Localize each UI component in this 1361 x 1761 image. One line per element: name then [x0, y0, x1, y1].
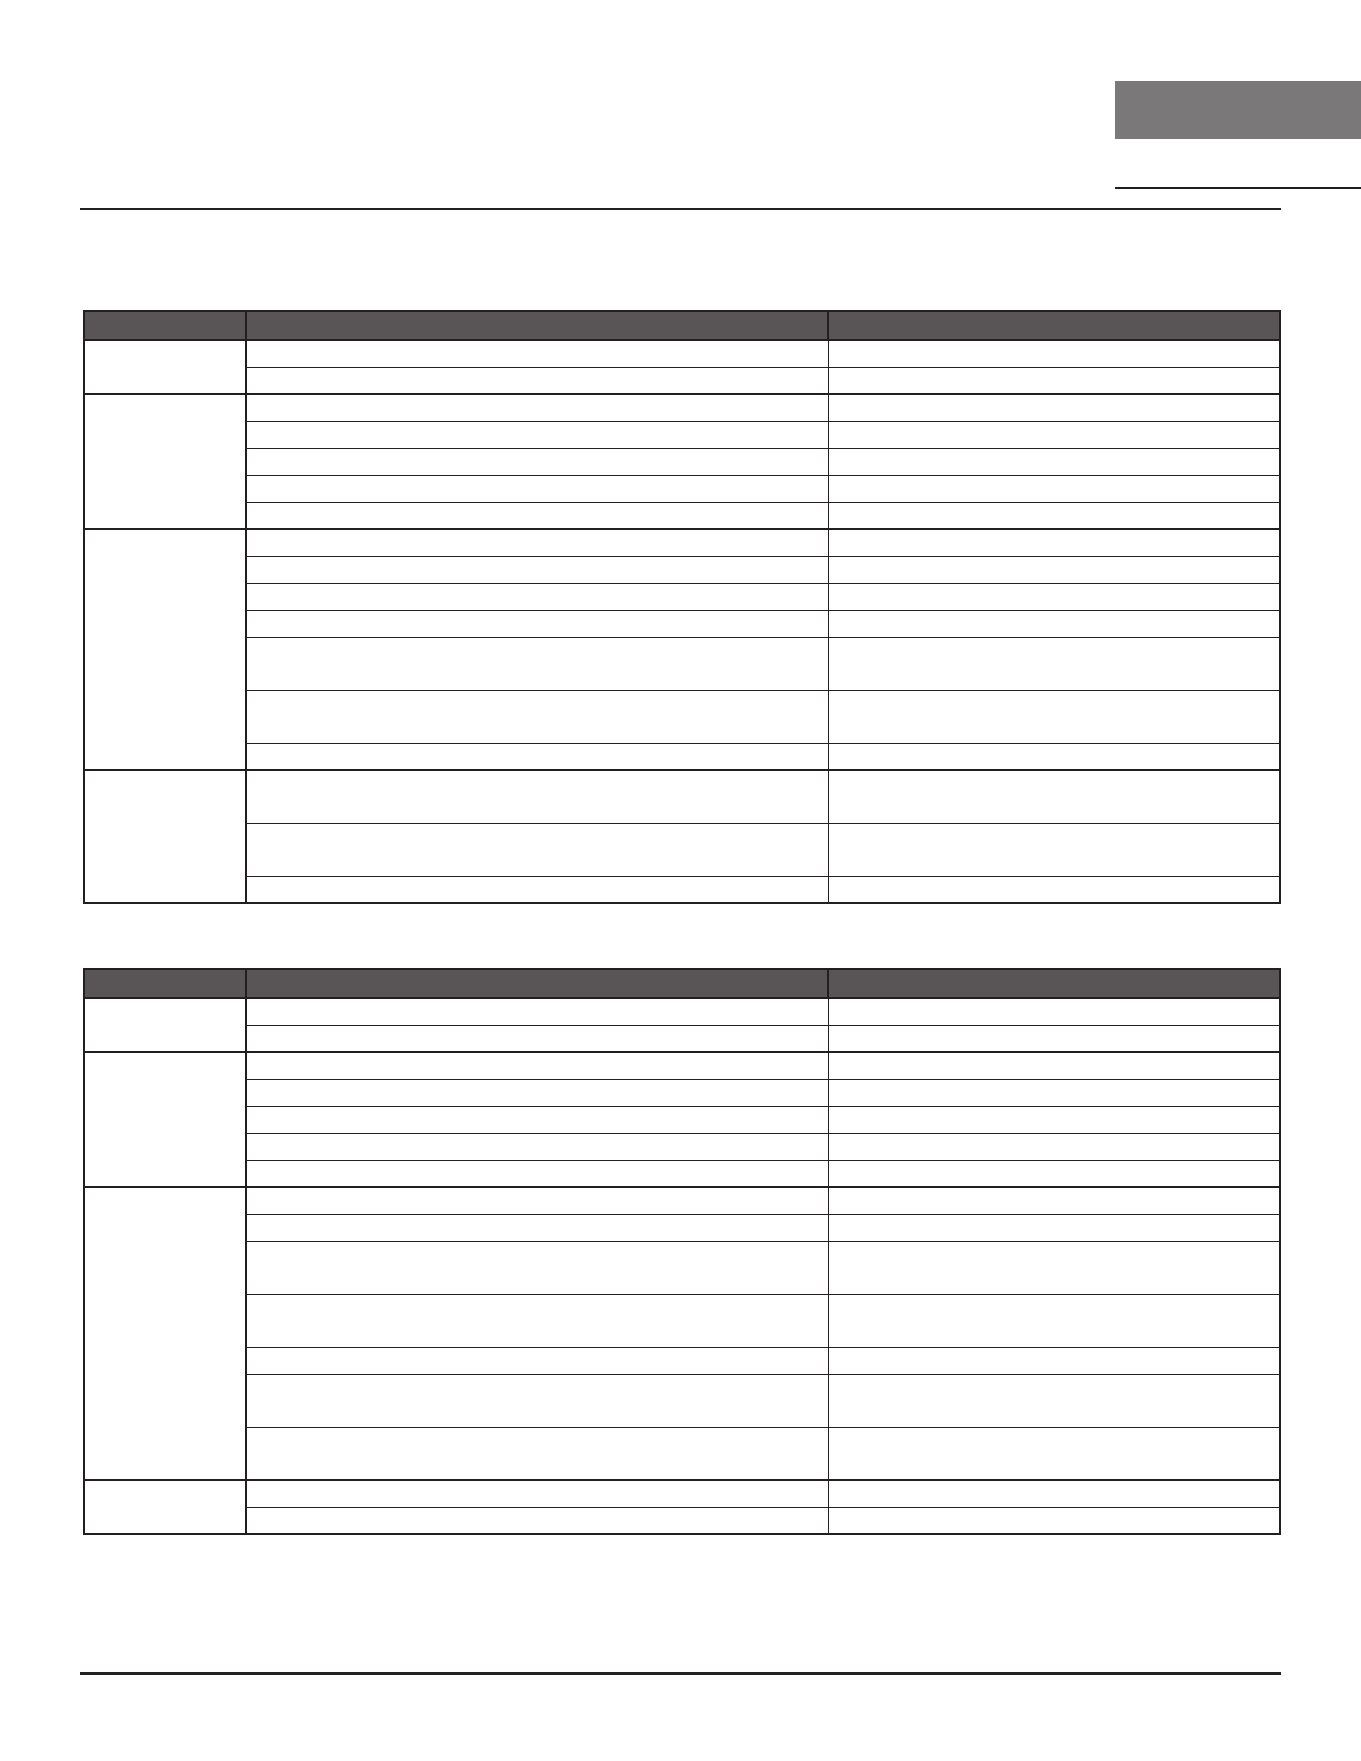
item-cell — [246, 394, 828, 421]
item-cell — [246, 421, 828, 448]
table-row — [84, 637, 1280, 690]
item-cell — [246, 529, 828, 556]
table-row — [84, 1106, 1280, 1133]
value-cell — [828, 394, 1280, 421]
value-cell — [828, 1052, 1280, 1079]
item-cell — [246, 1052, 828, 1079]
section-tab — [1115, 81, 1361, 139]
item-cell — [246, 1480, 828, 1507]
table-row — [84, 583, 1280, 610]
category-cell — [84, 770, 246, 903]
table-row — [84, 690, 1280, 743]
value-cell — [828, 1480, 1280, 1507]
table-row — [84, 556, 1280, 583]
item-cell — [246, 583, 828, 610]
column-header — [246, 969, 828, 998]
value-cell — [828, 367, 1280, 394]
value-cell — [828, 1214, 1280, 1241]
column-header — [84, 311, 246, 340]
value-cell — [828, 876, 1280, 903]
category-cell — [84, 1187, 246, 1480]
value-cell — [828, 340, 1280, 367]
table-row — [84, 1079, 1280, 1106]
value-cell — [828, 770, 1280, 823]
value-cell — [828, 556, 1280, 583]
item-cell — [246, 1241, 828, 1294]
table-row — [84, 770, 1280, 823]
item-cell — [246, 637, 828, 690]
value-cell — [828, 1374, 1280, 1427]
table-row — [84, 743, 1280, 770]
item-cell — [246, 367, 828, 394]
value-cell — [828, 475, 1280, 502]
table-row — [84, 610, 1280, 637]
table-row — [84, 1427, 1280, 1480]
column-header — [828, 311, 1280, 340]
item-cell — [246, 1133, 828, 1160]
value-cell — [828, 743, 1280, 770]
item-cell — [246, 770, 828, 823]
table-row — [84, 1480, 1280, 1507]
table-row — [84, 1187, 1280, 1214]
value-cell — [828, 1160, 1280, 1187]
category-cell — [84, 529, 246, 770]
item-cell — [246, 502, 828, 529]
item-cell — [246, 340, 828, 367]
item-cell — [246, 1214, 828, 1241]
table-row — [84, 1133, 1280, 1160]
table-row — [84, 394, 1280, 421]
item-cell — [246, 1374, 828, 1427]
table-row — [84, 1160, 1280, 1187]
table-row — [84, 1507, 1280, 1534]
table-header-row — [84, 969, 1280, 998]
value-cell — [828, 1347, 1280, 1374]
footer-rule — [80, 1672, 1281, 1675]
column-header — [828, 969, 1280, 998]
category-cell — [84, 998, 246, 1052]
item-cell — [246, 876, 828, 903]
table-row — [84, 823, 1280, 876]
item-cell — [246, 690, 828, 743]
header-rule — [80, 208, 1281, 210]
category-cell — [84, 340, 246, 394]
item-cell — [246, 823, 828, 876]
item-cell — [246, 1160, 828, 1187]
item-cell — [246, 1079, 828, 1106]
table-row — [84, 448, 1280, 475]
table-row — [84, 529, 1280, 556]
table-row — [84, 1347, 1280, 1374]
value-cell — [828, 1079, 1280, 1106]
item-cell — [246, 1347, 828, 1374]
value-cell — [828, 610, 1280, 637]
spec-table-1 — [83, 310, 1281, 904]
item-cell — [246, 475, 828, 502]
column-header — [246, 311, 828, 340]
table-row — [84, 340, 1280, 367]
item-cell — [246, 556, 828, 583]
value-cell — [828, 998, 1280, 1025]
table-row — [84, 367, 1280, 394]
item-cell — [246, 1507, 828, 1534]
value-cell — [828, 502, 1280, 529]
item-cell — [246, 1025, 828, 1052]
category-cell — [84, 394, 246, 529]
item-cell — [246, 743, 828, 770]
item-cell — [246, 1187, 828, 1214]
value-cell — [828, 583, 1280, 610]
value-cell — [828, 1133, 1280, 1160]
table-row — [84, 876, 1280, 903]
table-row — [84, 475, 1280, 502]
table-row — [84, 1241, 1280, 1294]
spec-table-2 — [83, 968, 1281, 1535]
item-cell — [246, 998, 828, 1025]
item-cell — [246, 610, 828, 637]
item-cell — [246, 448, 828, 475]
item-cell — [246, 1106, 828, 1133]
table-row — [84, 1052, 1280, 1079]
table-row — [84, 421, 1280, 448]
item-cell — [246, 1427, 828, 1480]
value-cell — [828, 1187, 1280, 1214]
table-row — [84, 1214, 1280, 1241]
column-header — [84, 969, 246, 998]
value-cell — [828, 448, 1280, 475]
item-cell — [246, 1294, 828, 1347]
value-cell — [828, 1241, 1280, 1294]
table-header-row — [84, 311, 1280, 340]
table-row — [84, 502, 1280, 529]
category-cell — [84, 1052, 246, 1187]
value-cell — [828, 1106, 1280, 1133]
section-tab-rule — [1115, 187, 1361, 189]
value-cell — [828, 823, 1280, 876]
value-cell — [828, 529, 1280, 556]
table-row — [84, 1374, 1280, 1427]
table-row — [84, 998, 1280, 1025]
value-cell — [828, 1294, 1280, 1347]
value-cell — [828, 1427, 1280, 1480]
value-cell — [828, 637, 1280, 690]
value-cell — [828, 1507, 1280, 1534]
category-cell — [84, 1480, 246, 1534]
table-row — [84, 1294, 1280, 1347]
value-cell — [828, 1025, 1280, 1052]
value-cell — [828, 690, 1280, 743]
value-cell — [828, 421, 1280, 448]
table-row — [84, 1025, 1280, 1052]
